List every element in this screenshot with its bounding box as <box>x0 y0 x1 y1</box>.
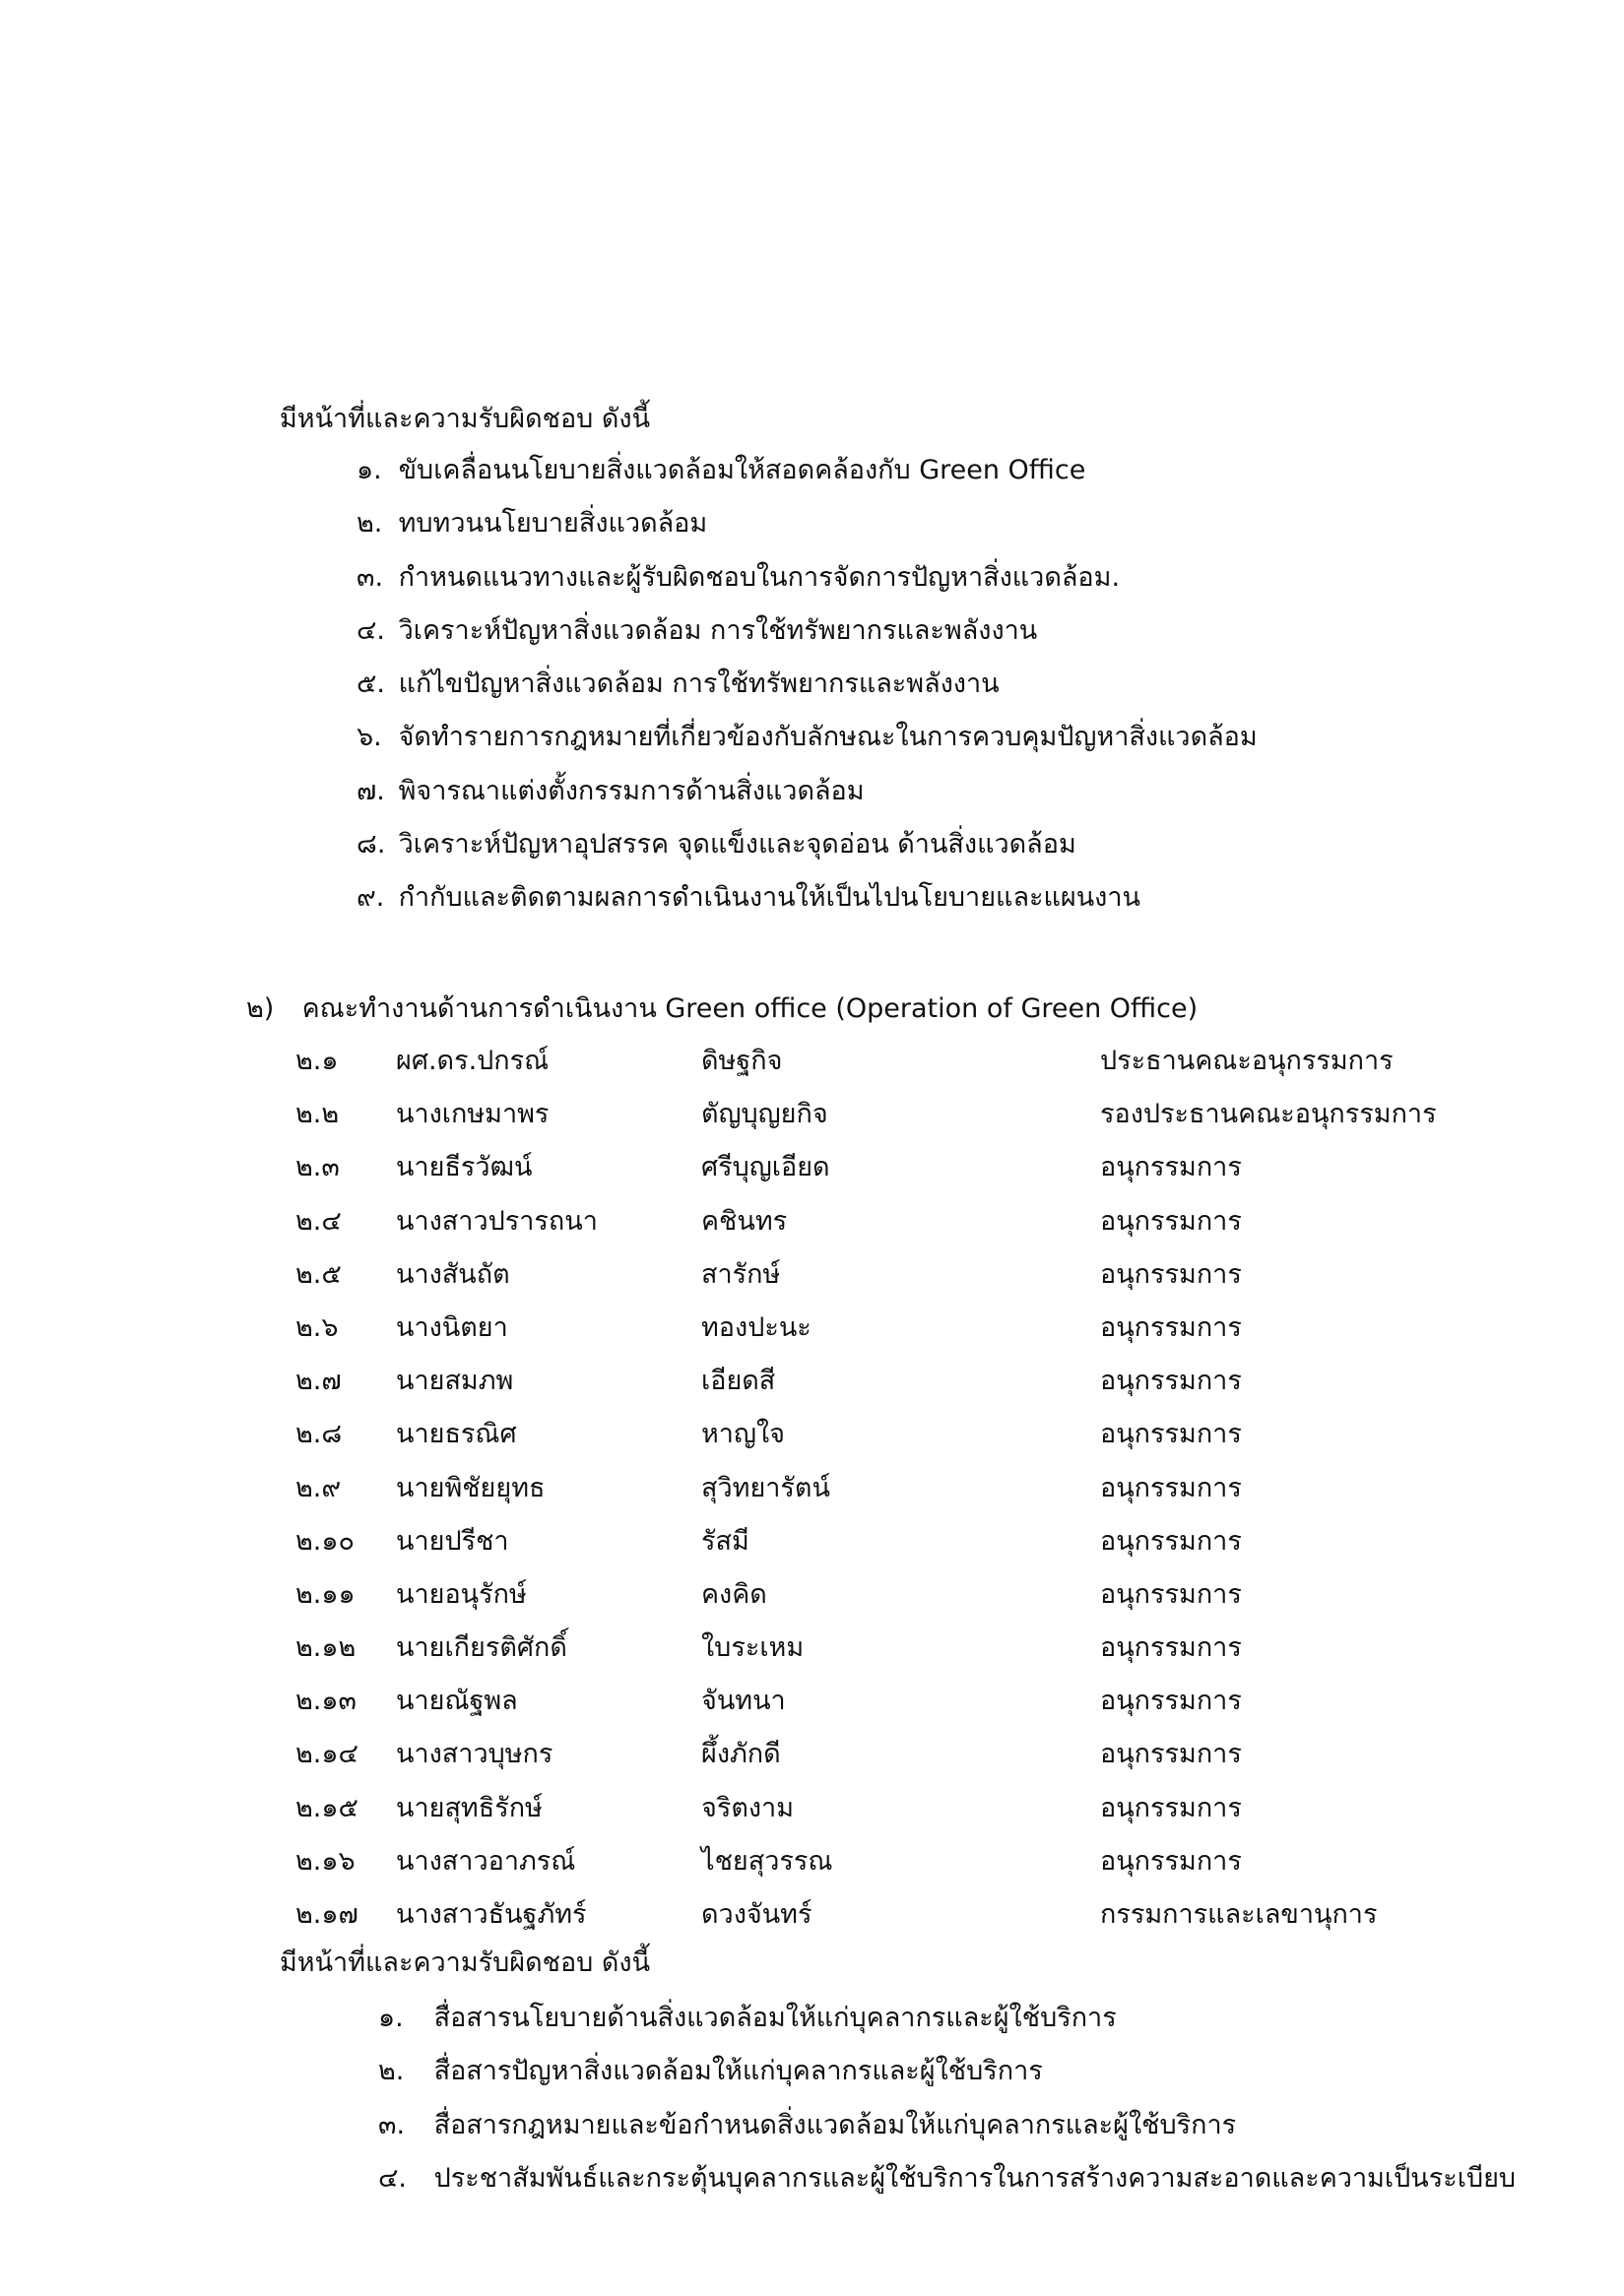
item-number: ๔. <box>378 2162 408 2194</box>
item-text: สื่อสารนโยบายด้านสิ่งแวดล้อมให้แก่บุคลากรและผู้ใช้บริการ <box>433 2003 1117 2033</box>
list-item <box>378 2161 1516 2214</box>
list-item <box>357 774 1258 827</box>
item-number: ๒. <box>378 2056 405 2087</box>
member-first-name: นายเกียรติศักดิ์ <box>396 1632 567 1664</box>
item-number: ๔. <box>357 614 386 646</box>
item-number: ๕. <box>357 669 386 700</box>
member-number: ๒.๑ <box>295 1046 339 1076</box>
member-number: ๒.๑๔ <box>295 1739 358 1770</box>
member-role: อนุกรรมการ <box>1100 1258 1242 1290</box>
member-last-name: ตัญบุญยกิจ <box>701 1099 828 1130</box>
member-number: ๒.๒ <box>295 1099 340 1130</box>
item-number: ๓. <box>378 2109 406 2140</box>
item-number: ๑. <box>378 2003 404 2033</box>
member-first-name: นายณัฐพล <box>396 1686 518 1717</box>
member-role: อนุกรรมการ <box>1100 1845 1242 1877</box>
member-number: ๒.๑๒ <box>295 1632 357 1664</box>
item-text: พิจารณาแต่งตั้งกรรมการด้านสิ่งแวดล้อม <box>398 775 865 806</box>
member-last-name: จันทนา <box>701 1686 786 1717</box>
section2-duties-heading: มีหน้าที่และความรับผิดชอบ ดังนี้ <box>280 1947 651 1978</box>
member-last-name: เอียดสี <box>701 1366 776 1397</box>
member-role: อนุกรรมการ <box>1100 1311 1242 1343</box>
member-last-name: ใบระเหม <box>701 1632 805 1664</box>
item-text: จัดทำรายการกฎหมายที่เกี่ยวข้องกับลักษณะในการควบคุมปัญหาสิ่งแวดล้อม <box>398 722 1258 753</box>
member-role: อนุกรรมการ <box>1100 1525 1242 1557</box>
item-text: สื่อสารกฎหมายและข้อกำหนดสิ่งแวดล้อมให้แก่บุคลากรและผู้ใช้บริการ <box>433 2109 1237 2140</box>
member-first-name: นางสาวอาภรณ์ <box>396 1845 576 1877</box>
member-number: ๒.๓ <box>295 1152 340 1183</box>
member-last-name: ดิษฐกิจ <box>701 1046 783 1076</box>
member-first-name: นายพิชัยยุทธ <box>396 1472 546 1503</box>
member-first-name: นางสาวปรารถนา <box>396 1205 598 1237</box>
item-number: ๘. <box>357 829 386 861</box>
member-role: อนุกรรมการ <box>1100 1792 1242 1823</box>
member-role: อนุกรรมการ <box>1100 1366 1242 1397</box>
member-number: ๒.๗ <box>295 1366 342 1397</box>
member-role: อนุกรรมการ <box>1100 1578 1242 1610</box>
member-first-name: นางนิตยา <box>396 1311 508 1343</box>
member-number: ๒.๑๕ <box>295 1792 358 1823</box>
member-role: อนุกรรมการ <box>1100 1205 1242 1237</box>
list-item <box>357 667 1258 720</box>
member-first-name: นายธรณิศ <box>396 1419 517 1450</box>
section1-duties-list <box>357 453 1258 934</box>
member-first-name: นายสมภพ <box>396 1366 514 1397</box>
member-number: ๒.๑๐ <box>295 1525 355 1557</box>
list-item <box>357 827 1258 880</box>
member-number: ๒.๑๖ <box>295 1845 356 1877</box>
member-last-name: ทองปะนะ <box>701 1311 812 1343</box>
list-item <box>357 720 1258 773</box>
member-number: ๒.๑๑ <box>295 1578 356 1610</box>
item-number: ๖. <box>357 722 382 753</box>
member-role: อนุกรรมการ <box>1100 1419 1242 1450</box>
member-first-name: ผศ.ดร.ปกรณ์ <box>396 1046 550 1076</box>
member-role: ประธานคณะอนุกรรมการ <box>1100 1046 1394 1076</box>
item-number: ๒. <box>357 508 383 540</box>
member-last-name: สุวิทยารัตน์ <box>701 1472 830 1503</box>
item-text: สื่อสารปัญหาสิ่งแวดล้อมให้แก่บุคลากรและผู้ใช้บริการ <box>433 2056 1043 2087</box>
member-number: ๒.๘ <box>295 1419 343 1450</box>
list-item <box>357 613 1258 667</box>
member-first-name: นางสาวบุษกร <box>396 1739 553 1770</box>
section1-duties-heading: มีหน้าที่และความรับผิดชอบ ดังนี้ <box>280 404 651 434</box>
list-item <box>378 2108 1516 2161</box>
member-last-name: หาญใจ <box>701 1419 785 1450</box>
section2-heading <box>246 991 1198 1027</box>
item-number: ๑. <box>357 455 382 485</box>
member-role: อนุกรรมการ <box>1100 1739 1242 1770</box>
list-item <box>357 560 1258 613</box>
member-number: ๒.๖ <box>295 1311 339 1343</box>
member-last-name: คชินทร <box>701 1205 788 1237</box>
member-role: กรรมการและเลขานุการ <box>1100 1899 1378 1930</box>
list-item <box>378 2054 1516 2107</box>
section-title: คณะทำงานด้านการดำเนินงาน Green office (Operation of Green Office) <box>301 993 1199 1024</box>
item-text: แก้ไขปัญหาสิ่งแวดล้อม การใช้ทรัพยากรและพลังงาน <box>398 669 1000 700</box>
section2-duties-list <box>378 2001 1516 2214</box>
list-item <box>378 2001 1516 2054</box>
member-last-name: สารักษ์ <box>701 1258 781 1290</box>
item-text: ทบทวนนโยบายสิ่งแวดล้อม <box>398 508 708 540</box>
list-item <box>357 453 1258 506</box>
member-last-name: ไชยสุวรรณ <box>701 1845 833 1877</box>
member-number: ๒.๔ <box>295 1205 342 1237</box>
item-number: ๙. <box>357 882 385 914</box>
member-last-name: รัสมี <box>701 1525 749 1557</box>
member-first-name: นางเกษมาพร <box>396 1099 550 1130</box>
member-first-name: นายสุทธิรักษ์ <box>396 1792 543 1823</box>
member-number: ๒.๕ <box>295 1258 342 1290</box>
list-item <box>357 880 1258 933</box>
member-role: อนุกรรมการ <box>1100 1686 1242 1717</box>
section-number: ๒) <box>246 993 275 1024</box>
member-number: ๒.๑๗ <box>295 1899 358 1930</box>
item-text: ประชาสัมพันธ์และกระตุ้นบุคลากรและผู้ใช้บริการในการสร้างความสะอาดและความเป็นระเบียบ <box>433 2162 1517 2194</box>
member-number: ๒.๑๓ <box>295 1686 357 1717</box>
member-last-name: จริตงาม <box>701 1792 794 1823</box>
member-first-name: นายธีรวัฒน์ <box>396 1152 533 1183</box>
item-text: กำกับและติดตามผลการดำเนินงานให้เป็นไปนโยบายและแผนงาน <box>398 882 1140 914</box>
member-number: ๒.๙ <box>295 1472 342 1503</box>
member-role: รองประธานคณะอนุกรรมการ <box>1100 1099 1437 1130</box>
item-text: ขับเคลื่อนนโยบายสิ่งแวดล้อมให้สอดคล้องกับ Green Office <box>398 455 1086 485</box>
item-text: กำหนดแนวทางและผู้รับผิดชอบในการจัดการปัญหาสิ่งแวดล้อม. <box>398 561 1121 593</box>
member-last-name: ผึ้งภักดี <box>701 1739 781 1770</box>
member-first-name: นายอนุรักษ์ <box>396 1578 527 1610</box>
member-last-name: คงคิด <box>701 1578 767 1610</box>
member-first-name: นายปรีชา <box>396 1525 509 1557</box>
member-role: อนุกรรมการ <box>1100 1152 1242 1183</box>
member-role: อนุกรรมการ <box>1100 1472 1242 1503</box>
member-role: อนุกรรมการ <box>1100 1632 1242 1664</box>
member-first-name: นางสาวธันฐภัทร์ <box>396 1899 587 1930</box>
item-number: ๗. <box>357 775 385 806</box>
member-last-name: ดวงจันทร์ <box>701 1899 812 1930</box>
item-text: วิเคราะห์ปัญหาอุปสรรค จุดแข็งและจุดอ่อน ด้านสิ่งแวดล้อม <box>398 829 1076 861</box>
member-last-name: ศรีบุญเอียด <box>701 1152 830 1183</box>
member-first-name: นางสันถัต <box>396 1258 510 1290</box>
list-item <box>357 506 1258 559</box>
item-number: ๓. <box>357 561 384 593</box>
item-text: วิเคราะห์ปัญหาสิ่งแวดล้อม การใช้ทรัพยากรและพลังงาน <box>398 614 1038 646</box>
